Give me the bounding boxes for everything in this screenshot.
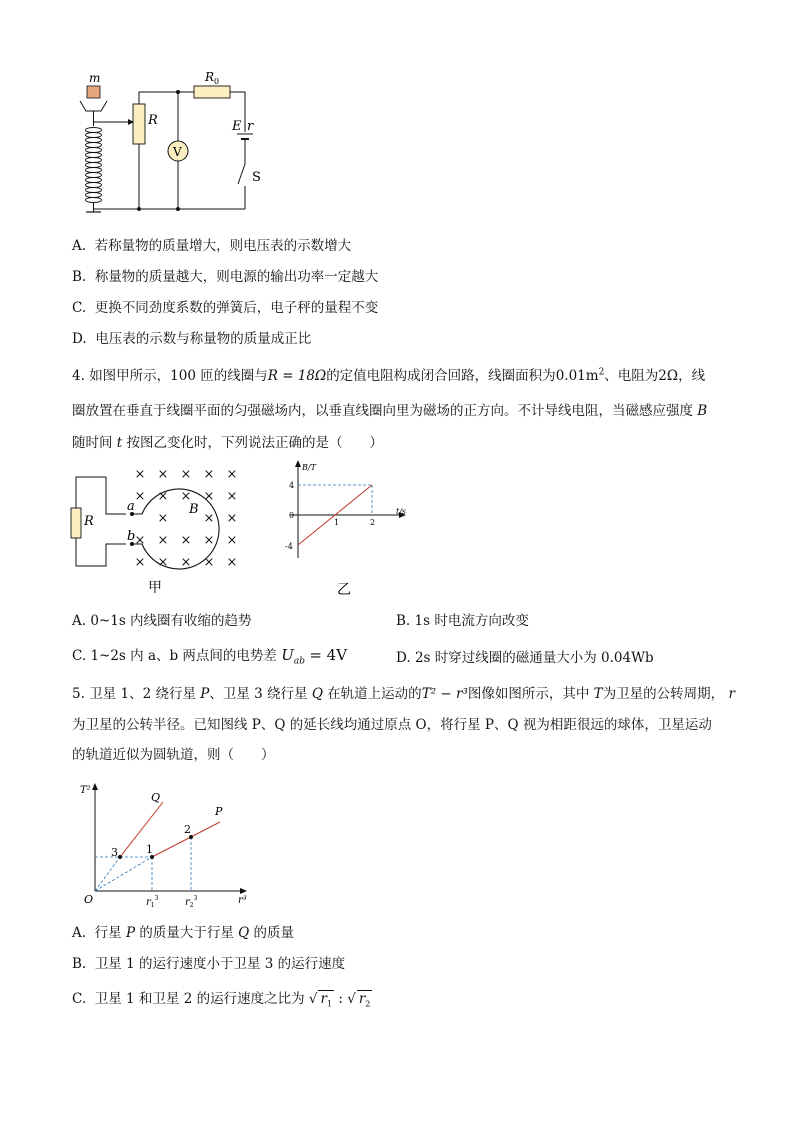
svg-text:×: ×: [180, 555, 192, 570]
q4-stem-line1: 4. 如图甲所示，100 匝的线圈与R = 18Ω的定值电阻构成闭合回路，线圈面积为$0.01m^2$、电阻为2Ω，线: [72, 367, 706, 384]
xtick-r1: $r_1^3$: [146, 895, 159, 909]
line-p-label: P: [215, 805, 223, 818]
svg-text:×: ×: [157, 489, 169, 504]
q3-option-d: D. 电压表的示数与称量物的质量成正比: [72, 331, 312, 347]
ytick-neg4: -4: [285, 542, 293, 551]
q4-option-a: A. 0~1s 内线圈有收缩的趋势: [72, 613, 252, 629]
svg-text:×: ×: [134, 489, 146, 504]
svg-text:×: ×: [203, 489, 215, 504]
q4-stem-line3: 随时间 t 按图乙变化时，下列说法正确的是（ ）: [72, 435, 384, 451]
rheostat-label: R: [148, 113, 158, 128]
point-b-label: b: [127, 529, 136, 544]
rheostat-r: [133, 104, 145, 144]
svg-text:×: ×: [180, 533, 192, 548]
q5-stem-line1: 5. 卫星 1、2 绕行星 P、卫星 3 绕行星 Q 在轨道上运动的T² − r³图像如图所示，其中 T为卫星的公转周期， r: [72, 686, 735, 702]
b-axis-label: B/T: [302, 463, 316, 472]
caption-yi: 乙: [337, 582, 351, 598]
mass-block: [87, 86, 100, 98]
caption-jia: 甲: [148, 580, 162, 595]
q4-option-b: B. 1s 时电流方向改变: [396, 613, 529, 629]
emf-label: E: [232, 119, 242, 134]
svg-text:×: ×: [134, 533, 146, 548]
line-q-label: Q: [151, 791, 161, 804]
line-q: [120, 802, 163, 857]
svg-text:×: ×: [157, 511, 169, 526]
fixed-resistor-r0: [194, 86, 230, 98]
switch-s: [238, 164, 245, 184]
r0-label: $R_0$: [205, 70, 220, 86]
q5-stem-line2: 为卫星的公转半径。已知图线 P、Q 的延长线均通过原点 O，将行星 P、Q 视为相距很远的球体，卫星运动: [72, 717, 712, 733]
svg-text:×: ×: [134, 555, 146, 570]
q3-circuit-figure: [68, 66, 268, 224]
r3-axis-label: r³: [238, 895, 247, 906]
q5-option-a: A. 行星 P 的质量大于行星 Q 的质量: [72, 925, 294, 941]
svg-text:×: ×: [180, 489, 192, 504]
q4-option-d: D. 2s 时穿过线圈的磁通量大小为 0.04Wb: [396, 650, 654, 666]
q3-option-b: B. 称量物的质量越大，则电源的输出功率一定越大: [72, 269, 379, 285]
voltmeter-label: V: [173, 145, 182, 159]
t2-axis-label: T²: [80, 785, 91, 796]
xtick-1: 1: [334, 518, 340, 527]
q4-option-c: C. 1~2s 内 a、b 两点间的电势差 $U_{ab} = 4V$: [72, 646, 348, 667]
q4-stem-line2: 圈放置在垂直于线圈平面的匀强磁场内，以垂直线圈向里为磁场的正方向。不计导线电阻，当磁感应强度 B: [72, 403, 708, 419]
t-axis-label: t/s: [396, 507, 407, 516]
origin-label: O: [84, 893, 94, 906]
q4-figure-yi: [282, 458, 412, 598]
svg-text:×: ×: [203, 467, 215, 482]
svg-text:×: ×: [226, 511, 238, 526]
q5-option-b: B. 卫星 1 的运行速度小于卫星 3 的运行速度: [72, 956, 346, 972]
svg-text:×: ×: [226, 533, 238, 548]
svg-text:×: ×: [203, 533, 215, 548]
point-3: [118, 855, 122, 859]
svg-text:×: ×: [180, 467, 192, 482]
q5-stem-line3: 的轨道近似为圆轨道，则（ ）: [72, 747, 275, 763]
svg-text:×: ×: [157, 533, 169, 548]
svg-text:×: ×: [134, 467, 146, 482]
svg-text:×: ×: [203, 511, 215, 526]
q5-graph-figure: [78, 779, 258, 909]
point-1-label: 1: [146, 843, 153, 856]
svg-text:×: ×: [226, 467, 238, 482]
xtick-r2: $r_2^3$: [185, 895, 198, 909]
field-label: B: [189, 502, 199, 517]
svg-text:×: ×: [226, 489, 238, 504]
svg-text:×: ×: [203, 555, 215, 570]
resistor-r: [71, 508, 81, 538]
svg-text:×: ×: [157, 467, 169, 482]
resistor-label: R: [84, 514, 94, 529]
magnetic-field-crosses: [135, 467, 238, 570]
q3-option-a: A. 若称量物的质量增大，则电压表的示数增大: [72, 238, 352, 254]
spring: [86, 128, 102, 203]
internal-r-label: r: [247, 119, 254, 134]
ytick-4: 4: [289, 481, 295, 490]
q3-option-c: C. 更换不同劲度系数的弹簧后，电子秤的量程不变: [72, 300, 379, 316]
point-3-label: 3: [111, 846, 118, 859]
svg-text:×: ×: [157, 555, 169, 570]
mass-label: m: [89, 71, 101, 85]
point-2-label: 2: [184, 823, 191, 836]
q5-option-c: C. 卫星 1 和卫星 2 的运行速度之比为 √ $r_1$ : √ $r_2$: [72, 991, 371, 1009]
svg-text:×: ×: [226, 555, 238, 570]
ytick-0: 0: [289, 511, 295, 520]
point-a-label: a: [127, 499, 135, 514]
switch-label: S: [252, 170, 261, 185]
xtick-2: 2: [370, 518, 376, 527]
q4-figure-jia: [68, 463, 248, 595]
